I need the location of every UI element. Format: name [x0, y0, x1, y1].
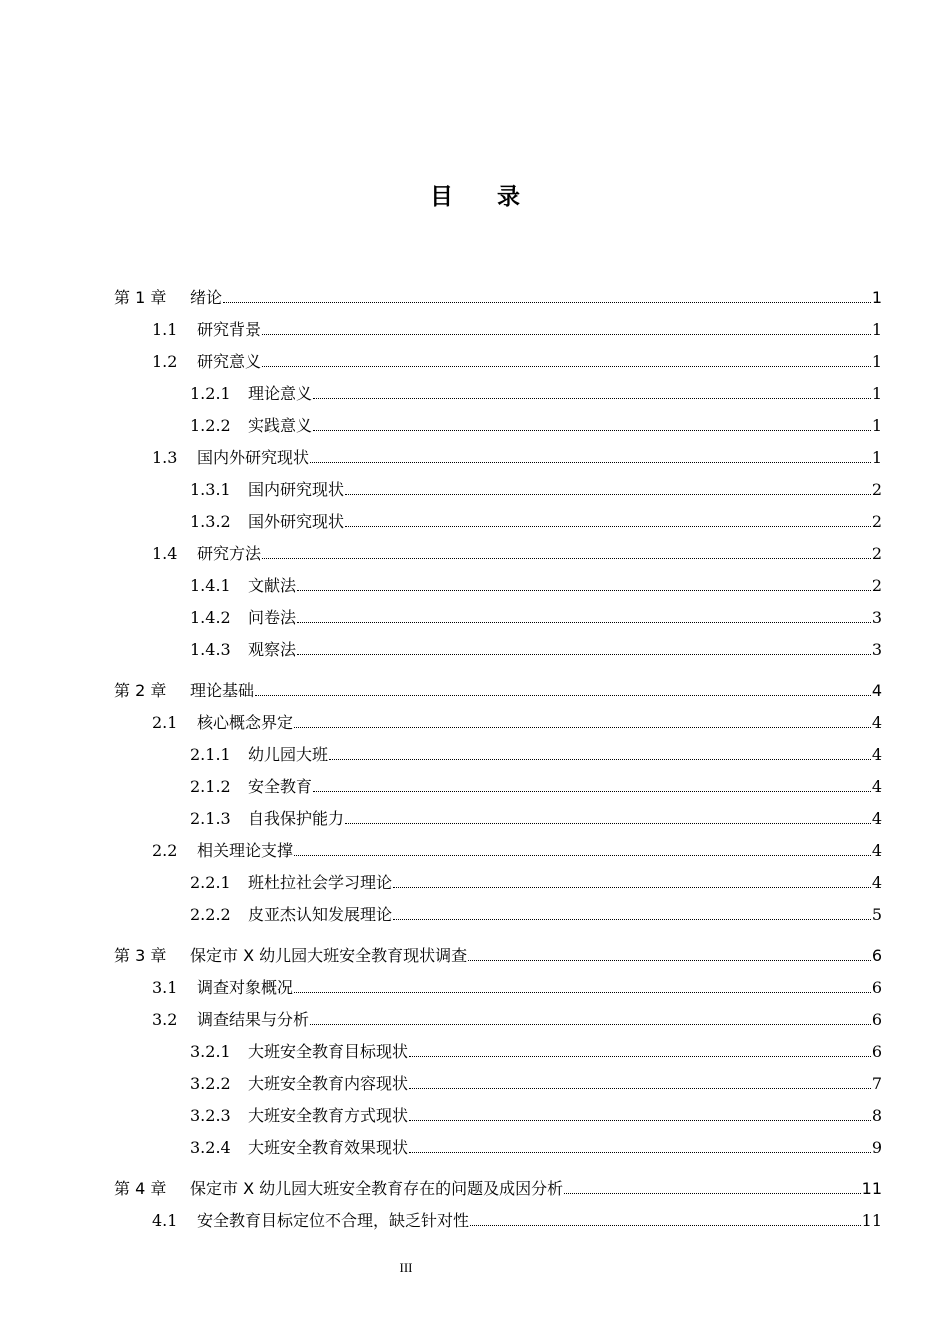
- toc-entry-page: 1: [871, 352, 882, 371]
- toc-dot-leader: [294, 992, 871, 993]
- toc-entry-page: 6: [871, 1042, 882, 1061]
- toc-entry[interactable]: [114, 284, 882, 308]
- toc-entry-page: 2: [871, 576, 882, 595]
- toc-dot-leader: [297, 622, 871, 623]
- toc-entry-page: 4: [871, 809, 882, 828]
- toc-dot-leader: [294, 855, 871, 856]
- toc-dot-leader: [262, 366, 871, 367]
- toc-entry-number: 3.2.2: [190, 1074, 231, 1093]
- toc-entry[interactable]: [190, 380, 882, 404]
- toc-entry-title: 班杜拉社会学习理论: [248, 873, 393, 892]
- title-char-2: 录: [497, 184, 520, 210]
- toc-entry-title: 大班安全教育目标现状: [248, 1042, 409, 1061]
- toc-dot-leader: [409, 1152, 871, 1153]
- page-title: [0, 178, 950, 211]
- toc-dot-leader: [345, 823, 871, 824]
- toc-entry-title: 皮亚杰认知发展理论: [248, 905, 393, 924]
- toc-entry-number: 1.3.2: [190, 512, 231, 531]
- toc-dot-leader: [409, 1120, 871, 1121]
- toc-entry-title: 安全教育: [248, 777, 313, 796]
- toc-dot-leader: [345, 526, 871, 527]
- toc-entry[interactable]: [152, 709, 882, 733]
- toc-entry-number: 2.2: [152, 841, 178, 860]
- toc-dot-leader: [310, 462, 871, 463]
- toc-entry-number: 第 3 章: [114, 946, 167, 965]
- toc-entry-number: 2.1.3: [190, 809, 231, 828]
- toc-entry[interactable]: [114, 677, 882, 701]
- toc-entry[interactable]: [190, 572, 882, 596]
- toc-dot-leader: [329, 759, 871, 760]
- toc-entry-number: 1.4: [152, 544, 178, 563]
- toc-entry[interactable]: [190, 476, 882, 500]
- toc-entry-title: 安全教育目标定位不合理，缺乏针对性: [197, 1211, 470, 1230]
- toc-entry-title: 调查对象概况: [197, 978, 294, 997]
- toc-entry[interactable]: [152, 1207, 882, 1231]
- toc-dot-leader: [297, 590, 871, 591]
- toc-entry-title: 保定市 X 幼儿园大班安全教育存在的问题及成因分析: [190, 1179, 564, 1198]
- toc-entry-title: 研究背景: [197, 320, 262, 339]
- toc-entry[interactable]: [152, 974, 882, 998]
- toc-entry-number: 1.1: [152, 320, 178, 339]
- toc-entry-number: 2.2.2: [190, 905, 231, 924]
- toc-entry-title: 问卷法: [248, 608, 297, 627]
- toc-entry[interactable]: [190, 1134, 882, 1158]
- toc-entry-title: 大班安全教育效果现状: [248, 1138, 409, 1157]
- toc-entry[interactable]: [190, 741, 882, 765]
- toc-entry-number: 2.1: [152, 713, 178, 732]
- toc-entry[interactable]: [190, 1102, 882, 1126]
- toc-dot-leader: [262, 334, 871, 335]
- toc-entry-page: 7: [871, 1074, 882, 1093]
- toc-entry[interactable]: [190, 636, 882, 660]
- toc-dot-leader: [409, 1088, 871, 1089]
- toc-entry-page: 4: [871, 777, 882, 796]
- toc-entry[interactable]: [190, 1038, 882, 1062]
- toc-entry-title: 文献法: [248, 576, 297, 595]
- toc-entry[interactable]: [152, 540, 882, 564]
- toc-dot-leader: [297, 654, 871, 655]
- toc-entry[interactable]: [190, 412, 882, 436]
- toc-dot-leader: [470, 1225, 861, 1226]
- toc-entry-title: 调查结果与分析: [197, 1010, 310, 1029]
- toc-entry-page: 9: [871, 1138, 882, 1157]
- toc-entry-number: 1.2.2: [190, 416, 231, 435]
- toc-entry-page: 1: [871, 384, 882, 403]
- toc-entry-title: 保定市 X 幼儿园大班安全教育现状调查: [190, 946, 468, 965]
- toc-entry-title: 研究意义: [197, 352, 262, 371]
- toc-entry-page: 2: [871, 480, 882, 499]
- toc-entry[interactable]: [152, 444, 882, 468]
- toc-entry-title: 研究方法: [197, 544, 262, 563]
- toc-entry-number: 3.2.1: [190, 1042, 231, 1061]
- toc-entry-title: 国外研究现状: [248, 512, 345, 531]
- toc-entry-page: 3: [871, 608, 882, 627]
- toc-entry-title: 国内研究现状: [248, 480, 345, 499]
- toc-dot-leader: [564, 1193, 861, 1194]
- toc-entry-page: 6: [871, 946, 882, 965]
- toc-entry-page: 4: [871, 841, 882, 860]
- toc-entry-title: 理论基础: [190, 681, 255, 700]
- toc-dot-leader: [294, 727, 871, 728]
- toc-entry-number: 2.1.2: [190, 777, 231, 796]
- toc-entry[interactable]: [190, 1070, 882, 1094]
- toc-entry-title: 自我保护能力: [248, 809, 345, 828]
- toc-entry[interactable]: [190, 773, 882, 797]
- toc-entry-title: 观察法: [248, 640, 297, 659]
- toc-entry-page: 1: [871, 448, 882, 467]
- toc-entry-number: 1.2: [152, 352, 178, 371]
- toc-entry[interactable]: [190, 508, 882, 532]
- toc-entry-title: 大班安全教育内容现状: [248, 1074, 409, 1093]
- toc-entry-page: 6: [871, 978, 882, 997]
- toc-dot-leader: [313, 398, 871, 399]
- toc-dot-leader: [313, 791, 871, 792]
- toc-entry-title: 核心概念界定: [197, 713, 294, 732]
- toc-entry-number: 1.4.1: [190, 576, 231, 595]
- toc-entry[interactable]: [152, 316, 882, 340]
- toc-entry-number: 2.2.1: [190, 873, 231, 892]
- toc-entry-title: 相关理论支撑: [197, 841, 294, 860]
- toc-dot-leader: [223, 302, 871, 303]
- toc-entry-number: 3.2: [152, 1010, 178, 1029]
- toc-entry-title: 大班安全教育方式现状: [248, 1106, 409, 1125]
- toc-entry-page: 1: [871, 288, 882, 307]
- toc-entry-page: 1: [871, 416, 882, 435]
- toc-entry-page: 11: [861, 1179, 882, 1198]
- toc-entry[interactable]: [190, 604, 882, 628]
- toc-entry[interactable]: [190, 869, 882, 893]
- toc-dot-leader: [345, 494, 871, 495]
- page-number: III: [399, 1260, 413, 1275]
- toc-entry-number: 1.3: [152, 448, 178, 467]
- toc-dot-leader: [393, 919, 871, 920]
- toc-dot-leader: [262, 558, 871, 559]
- toc-entry-number: 1.4.2: [190, 608, 231, 627]
- toc-dot-leader: [409, 1056, 871, 1057]
- toc-entry-number: 第 2 章: [114, 681, 167, 700]
- toc-entry-page: 1: [871, 320, 882, 339]
- toc-entry-title: 绪论: [190, 288, 223, 307]
- toc-entry-number: 3.2.3: [190, 1106, 231, 1125]
- toc-entry[interactable]: [114, 1175, 882, 1199]
- toc-entry-number: 2.1.1: [190, 745, 231, 764]
- toc-entry-page: 4: [871, 681, 882, 700]
- toc-entry-page: 5: [871, 905, 882, 924]
- toc-entry-title: 理论意义: [248, 384, 313, 403]
- toc-entry-page: 11: [861, 1211, 882, 1230]
- toc-entry-page: 4: [871, 745, 882, 764]
- toc-entry[interactable]: [152, 837, 882, 861]
- title-char-1: 目: [430, 184, 453, 210]
- toc-entry[interactable]: [190, 805, 882, 829]
- toc-entry-number: 3.1: [152, 978, 178, 997]
- toc-dot-leader: [255, 695, 871, 696]
- toc-dot-leader: [313, 430, 871, 431]
- toc-dot-leader: [468, 960, 871, 961]
- toc-entry-title: 实践意义: [248, 416, 313, 435]
- toc-entry-title: 国内外研究现状: [197, 448, 310, 467]
- toc-entry-page: 3: [871, 640, 882, 659]
- toc-entry[interactable]: [152, 348, 882, 372]
- toc-entry-page: 4: [871, 873, 882, 892]
- toc-dot-leader: [393, 887, 871, 888]
- toc-entry[interactable]: [114, 942, 882, 966]
- toc-entry-number: 1.4.3: [190, 640, 231, 659]
- toc-entry-page: 2: [871, 544, 882, 563]
- toc-entry-number: 3.2.4: [190, 1138, 231, 1157]
- toc-entry-number: 1.2.1: [190, 384, 231, 403]
- toc-entry-page: 6: [871, 1010, 882, 1029]
- toc-entry-number: 1.3.1: [190, 480, 231, 499]
- toc-entry-number: 4.1: [152, 1211, 178, 1230]
- toc-entry[interactable]: [152, 1006, 882, 1030]
- toc-entry[interactable]: [190, 901, 882, 925]
- toc-entry-number: 第 1 章: [114, 288, 167, 307]
- toc-entry-page: 2: [871, 512, 882, 531]
- toc-entry-title: 幼儿园大班: [248, 745, 329, 764]
- toc-entry-number: 第 4 章: [114, 1179, 167, 1198]
- toc-dot-leader: [310, 1024, 871, 1025]
- toc-entry-page: 4: [871, 713, 882, 732]
- toc-entry-page: 8: [871, 1106, 882, 1125]
